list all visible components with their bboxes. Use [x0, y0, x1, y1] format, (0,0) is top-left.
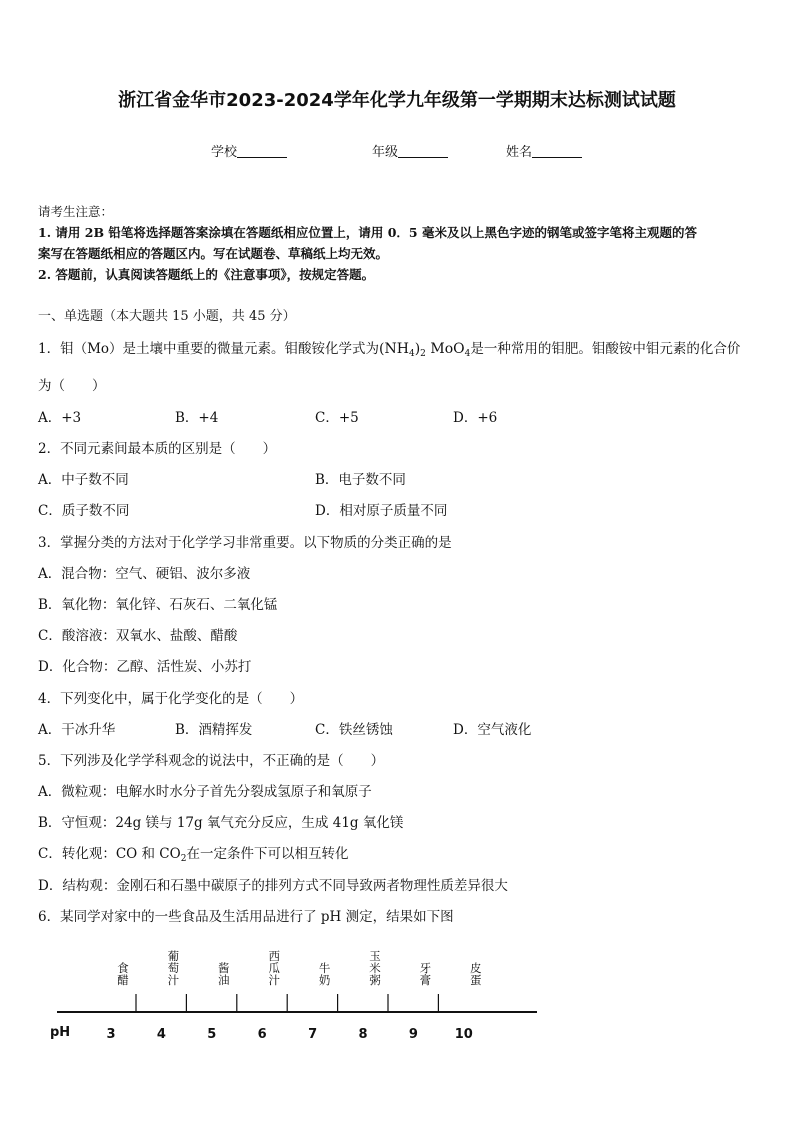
question-3: 3．掌握分类的方法对于化学学习非常重要。以下物质的分类正确的是	[38, 535, 452, 551]
notice-line1b-text: 案写在答题纸相应的答题区内。写在试题卷、草稿纸上均无效。	[38, 246, 389, 261]
ph-item-char: 牛	[318, 961, 331, 975]
grade-field	[372, 141, 448, 160]
q1-formula-a: (NH	[379, 341, 409, 357]
ph-item-5	[218, 961, 230, 987]
ph-item-7	[319, 961, 331, 987]
ph-tick-label-8: 8	[358, 1027, 368, 1042]
ph-item-char: 膏	[419, 973, 432, 987]
q5-option-c	[38, 842, 348, 864]
q4-option-c: C．铁丝锈蚀	[315, 722, 393, 738]
ph-item-char: 葡	[167, 949, 180, 963]
q3-option-c: C．酸溶液：双氧水、盐酸、醋酸	[38, 628, 238, 644]
ph-item-char: 食	[117, 961, 129, 975]
ph-item-3	[117, 961, 129, 987]
name-blank	[532, 145, 582, 158]
ph-tick-label-4: 4	[156, 1027, 166, 1042]
q4-option-b: B．酒精挥发	[175, 722, 253, 738]
ph-item-char: 牙	[419, 961, 432, 975]
q5-option-b: B．守恒观：24g 镁与 17g 氧气充分反应，生成 41g 氧化镁	[38, 815, 404, 831]
section-heading: 一、单选题（本大题共 15 小题，共 45 分）	[38, 309, 296, 324]
exam-title: 浙江省金华市2023-2024学年化学九年级第一学期期末达标测试试题	[118, 90, 676, 111]
ph-item-char: 汁	[268, 973, 280, 987]
q1-text-before: 1．钼（Mo）是土壤中重要的微量元素。钼酸铵化学式为	[38, 341, 380, 357]
q1-option-a: A．+3	[38, 410, 82, 426]
q1-option-b: B．+4	[175, 410, 219, 426]
q2-option-b: B．电子数不同	[315, 472, 406, 488]
q1-formula-c: MoO	[425, 341, 465, 357]
notice-heading: 请考生注意：	[38, 204, 114, 219]
q1-formula-sub4b: 4	[464, 349, 471, 359]
school-label: 学校	[211, 145, 238, 160]
ph-item-10	[470, 961, 482, 987]
q2-option-a: A．中子数不同	[38, 472, 129, 488]
q3-option-d: D．化合物：乙醇、活性炭、小苏打	[38, 659, 252, 675]
ph-tick-label-9: 9	[408, 1027, 418, 1042]
q3-option-b: B．氧化物：氧化锌、石灰石、二氧化锰	[38, 597, 278, 613]
ph-item-char: 西	[268, 949, 280, 963]
ph-item-char: 米	[369, 961, 381, 975]
school-blank	[237, 145, 287, 158]
q1-formula-b: )	[414, 341, 421, 357]
ph-axis-label: pH	[50, 1025, 71, 1040]
q1-option-d: D．+6	[453, 410, 498, 426]
q1-formula-sub4: 4	[408, 349, 415, 359]
notice-line2	[38, 264, 758, 285]
q3-option-a: A．混合物：空气、硬铝、波尔多液	[38, 566, 251, 582]
grade-label: 年级	[372, 145, 399, 160]
grade-blank	[398, 145, 448, 158]
q1-formula	[379, 341, 470, 357]
question-6: 6．某同学对家中的一些食品及生活用品进行了 pH 测定，结果如下图	[38, 909, 454, 925]
question-4: 4．下列变化中，属于化学变化的是（ ）	[38, 691, 304, 707]
ph-item-char: 粥	[369, 973, 381, 987]
ph-item-char: 油	[218, 973, 230, 987]
ph-item-4	[168, 949, 180, 987]
q4-option-d: D．空气液化	[453, 722, 532, 738]
ph-scale-chart	[0, 930, 794, 1060]
q1-line2: 为（ ）	[38, 378, 106, 394]
school-field	[211, 141, 287, 160]
ph-tick-label-3: 3	[106, 1027, 116, 1042]
ph-item-9	[420, 961, 432, 987]
q1-text-after: 是一种常用的钼肥。钼酸铵中钼元素的化合价	[470, 341, 741, 357]
ph-item-6	[268, 949, 280, 987]
ph-item-char: 酱	[218, 961, 230, 975]
ph-item-char: 萄	[167, 961, 180, 975]
q2-option-d: D．相对原子质量不同	[315, 503, 448, 519]
ph-item-char: 玉	[369, 949, 381, 963]
ph-item-8	[369, 949, 381, 987]
q5-option-c-a: C．转化观：CO 和 CO	[38, 846, 181, 862]
question-5: 5．下列涉及化学学科观念的说法中，不正确的是（ ）	[38, 753, 385, 769]
notice-line1a-text: 1. 请用 2B 铅笔将选择题答案涂填在答题纸相应位置上，请用 0．5 毫米及以上黑色字迹的钢笔或签字笔将主观题的答	[38, 225, 697, 240]
q5-option-c-sub: 2	[180, 854, 187, 864]
ph-item-char: 醋	[117, 973, 129, 987]
ph-tick-label-10: 10	[454, 1027, 473, 1042]
ph-item-char: 皮	[470, 961, 482, 975]
ph-tick-label-5: 5	[207, 1027, 217, 1042]
question-2: 2．不同元素间最本质的区别是（ ）	[38, 441, 277, 457]
q4-option-a: A．干冰升华	[38, 722, 116, 738]
ph-tick-label-6: 6	[257, 1027, 267, 1042]
notice-line1a	[38, 222, 758, 243]
notice-line2-text: 2. 答题前，认真阅读答题纸上的《注意事项》，按规定答题。	[38, 267, 375, 282]
ph-tick-label-7: 7	[308, 1027, 318, 1042]
ph-item-char: 奶	[318, 973, 331, 987]
q1-formula-sub2: 2	[420, 349, 426, 359]
name-field	[506, 141, 582, 160]
ph-item-char: 汁	[167, 973, 180, 987]
q5-option-c-b: 在一定条件下可以相互转化	[186, 846, 349, 862]
q1-option-c: C．+5	[315, 410, 359, 426]
name-label: 姓名	[506, 145, 533, 160]
notice-line1b	[38, 243, 758, 264]
question-1	[38, 337, 740, 359]
ph-item-char: 瓜	[268, 961, 280, 975]
q5-option-d: D．结构观：金刚石和石墨中碳原子的排列方式不同导致两者物理性质差异很大	[38, 878, 508, 894]
ph-item-char: 蛋	[470, 973, 482, 987]
q5-option-a: A．微粒观：电解水时水分子首先分裂成氢原子和氧原子	[38, 784, 372, 800]
q2-option-c: C．质子数不同	[38, 503, 130, 519]
